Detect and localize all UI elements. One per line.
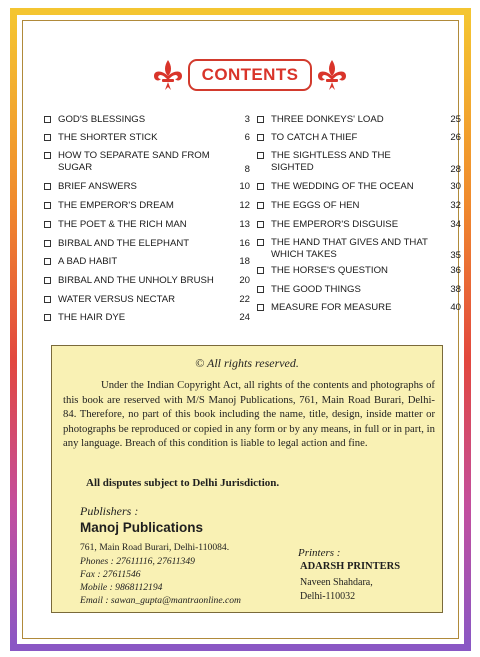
checkbox-icon: [257, 267, 264, 274]
printer-address-line2: Delhi-110032: [300, 591, 356, 602]
rights-reserved: © All rights reserved.: [195, 356, 299, 370]
checkbox-icon: [44, 202, 51, 209]
checkbox-icon: [257, 286, 264, 293]
copyright-paragraph: Under the Indian Copyright Act, all rights of the contents and photographs of this book are reserved with M/S Manoj Publications, 761, Main Road Burari, Delhi-84. Therefore, no part of this book including the name, title, design, inside matter or photographs be reproduced or copied in any form or by any means, in full or in part, in any language. Breach of this condition is liable to legal action and fine.: [63, 379, 435, 450]
checkbox-icon: [257, 202, 264, 209]
checkbox-icon: [44, 240, 51, 247]
publisher-mobile: Mobile : 9868112194: [80, 582, 163, 593]
checkbox-icon: [44, 152, 51, 159]
checkbox-icon: [44, 134, 51, 141]
printers-label: Printers :: [298, 547, 341, 559]
fleur-de-lis-icon: [150, 58, 186, 92]
contents-heading: [150, 55, 350, 95]
publisher-fax: Fax : 27611546: [80, 569, 141, 580]
checkbox-icon: [257, 152, 264, 159]
printer-address-line1: Naveen Shahdara,: [300, 577, 373, 588]
checkbox-icon: [257, 221, 264, 228]
checkbox-icon: [257, 239, 264, 246]
checkbox-icon: [44, 258, 51, 265]
page-title: CONTENTS: [201, 65, 299, 84]
printer-name: ADARSH PRINTERS: [300, 561, 401, 572]
checkbox-icon: [44, 116, 51, 123]
checkbox-icon: [44, 296, 51, 303]
checkbox-icon: [44, 221, 51, 228]
publisher-phones: Phones : 27611116, 27611349: [80, 556, 195, 567]
publishers-label: Publishers :: [80, 504, 139, 518]
checkbox-icon: [44, 314, 51, 321]
fleur-de-lis-icon: [314, 58, 350, 92]
publisher-name: Manoj Publications: [80, 520, 204, 535]
checkbox-icon: [44, 277, 51, 284]
publisher-address: 761, Main Road Burari, Delhi-110084.: [80, 542, 230, 553]
checkbox-icon: [44, 183, 51, 190]
checkbox-icon: [257, 134, 264, 141]
publisher-email: Email : sawan_gupta@mantraonline.com: [80, 595, 241, 606]
checkbox-icon: [257, 304, 264, 311]
copyright-notice: [51, 345, 443, 613]
checkbox-icon: [257, 183, 264, 190]
jurisdiction-note: All disputes subject to Delhi Jurisdiction.: [86, 477, 280, 489]
checkbox-icon: [257, 116, 264, 123]
title-box: [188, 59, 312, 91]
